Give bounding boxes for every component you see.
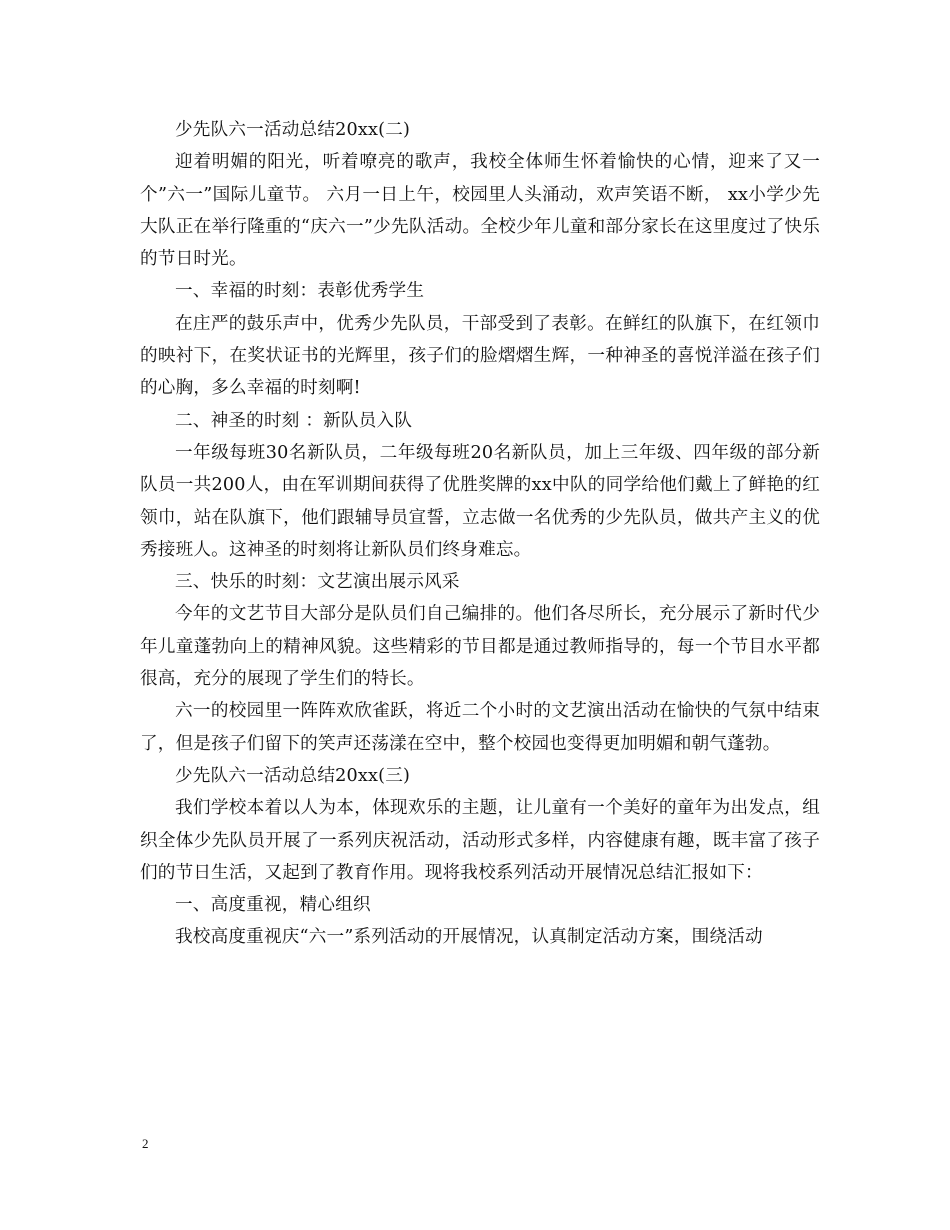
section-heading: 三、快乐的时刻：文艺演出展示风采 xyxy=(175,572,460,593)
paragraph: 迎着明媚的阳光，听着嘹亮的歌声，我校全体师生怀着愉快的心情，迎来了又一个”六一”国际儿童节。 六月一日上午，校园里人头涌动，欢声笑语不断， xx小学少先大队正在举行隆重的“庆六一”少先队活动。全校少年儿童和部分家长在这里度过了快乐的节日时光。 xyxy=(140,152,820,270)
section-title: 少先队六一活动总结20xx(三) xyxy=(175,765,411,786)
paragraph: 我们学校本着以人为本，体现欢乐的主题，让儿童有一个美好的童年为出发点，组织全体少先队员开展了一系列庆祝活动，活动形式多样，内容健康有趣，既丰富了孩子们的节日生活，又起到了教育作用。现将我校系列活动开展情况总结汇报如下： xyxy=(140,798,820,883)
section-heading: 一、幸福的时刻：表彰优秀学生 xyxy=(175,281,425,302)
page-number: 2 xyxy=(142,1136,149,1151)
section-title: 少先队六一活动总结20xx(二) xyxy=(175,120,411,140)
section-heading: 二、神圣的时刻 ：新队员入队 xyxy=(175,410,413,431)
paragraph: 一年级每班30名新队员，二年级每班20名新队员，加上三年级、四年级的部分新队员一共200人，由在军训期间获得了优胜奖牌的xx中队的同学给他们戴上了鲜艳的红领巾，站在队旗下，他们跟辅导员宣誓，立志做一名优秀的少先队员，做共产主义的优秀接班人。这神圣的时刻将让新队员们终身难忘。 xyxy=(140,442,820,560)
paragraph: 在庄严的鼓乐声中，优秀少先队员，干部受到了表彰。在鲜红的队旗下，在红领巾的映衬下，在奖状证书的光辉里，孩子们的脸熠熠生辉，一种神圣的喜悦洋溢在孩子们的心胸，多么幸福的时刻啊! xyxy=(140,313,820,399)
paragraph: 六一的校园里一阵阵欢欣雀跃，将近二个小时的文艺演出活动在愉快的气氛中结束了，但是孩子们留下的笑声还荡漾在空中，整个校园也变得更加明媚和朝气蓬勃。 xyxy=(140,701,820,754)
paragraph: 我校高度重视庆“六一”系列活动的开展情况，认真制定活动方案，围绕活动 xyxy=(175,927,763,948)
paragraph: 今年的文艺节目大部分是队员们自己编排的。他们各尽所长，充分展示了新时代少年儿童蓬勃向上的精神风貌。这些精彩的节目都是通过教师指导的，每一个节目水平都很高，充分的展现了学生们的特长。 xyxy=(140,604,820,690)
document-body xyxy=(140,114,820,954)
section-heading: 一、高度重视，精心组织 xyxy=(175,895,371,916)
